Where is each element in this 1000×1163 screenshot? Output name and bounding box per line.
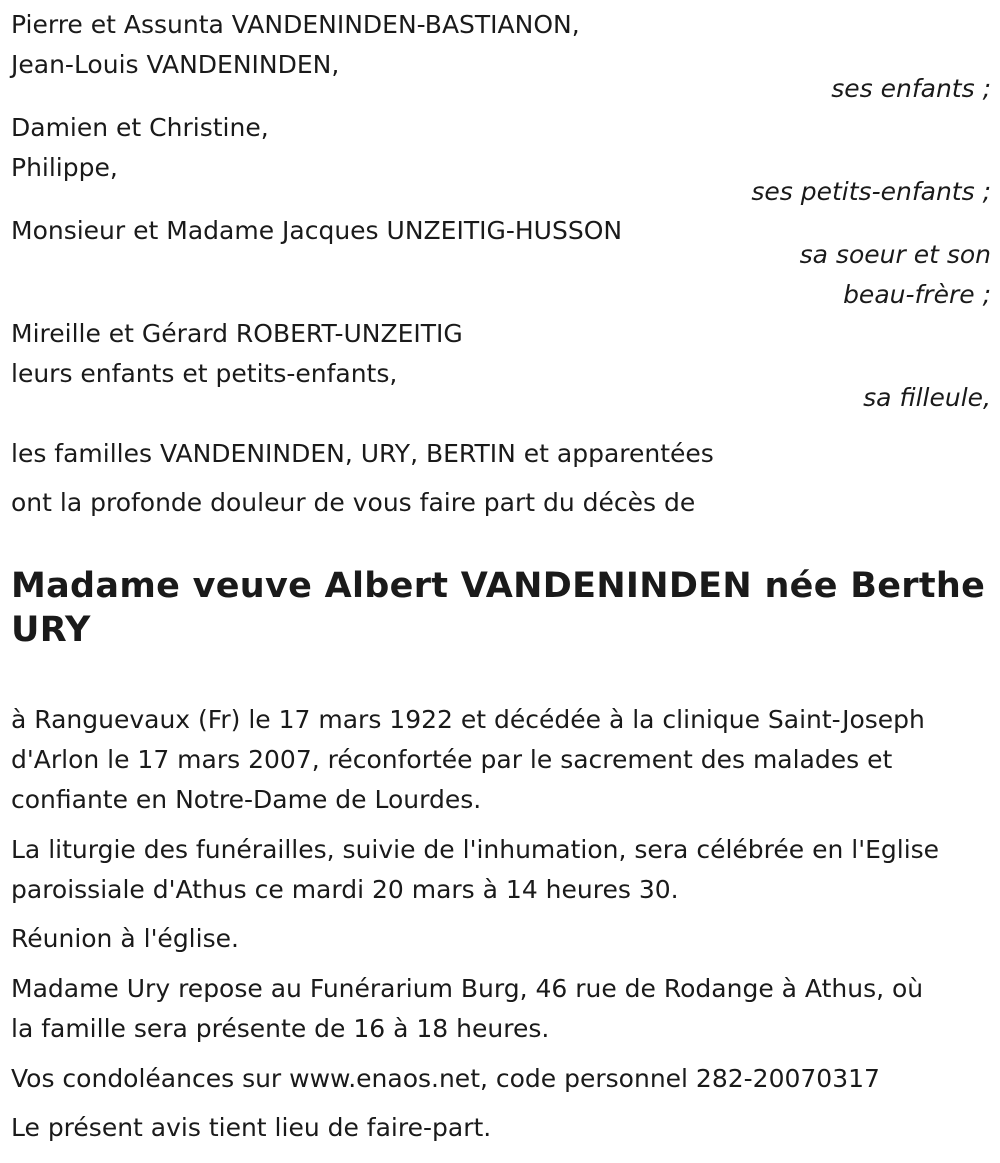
birth-death-paragraph (11, 700, 996, 820)
children-role: ses enfants ; (831, 74, 991, 103)
goddaughter-line-1: Mireille et Gérard ROBERT-UNZEITIG (11, 319, 463, 348)
meeting-line: Réunion à l'église. (11, 924, 239, 953)
condolences-line: Vos condoléances sur www.enaos.net, code personnel 282-20070317 (11, 1064, 880, 1093)
deceased-name (11, 564, 991, 652)
funeral-line-2: paroissiale d'Athus ce mardi 20 mars à 14 heures 30. (11, 875, 679, 904)
funeral-paragraph (11, 830, 996, 910)
birth-death-line-3: confiante en Notre-Dame de Lourdes. (11, 785, 482, 814)
birth-death-line-1: à Ranguevaux (Fr) le 17 mars 1922 et décédée à la clinique Saint-Joseph (11, 705, 925, 734)
grandchildren-role: ses petits-enfants ; (751, 177, 991, 206)
children-line-2: Jean-Louis VANDENINDEN, (11, 50, 340, 79)
sister-role-line-1: sa soeur et son (799, 240, 991, 269)
children-line-1: Pierre et Assunta VANDENINDEN-BASTIANON, (11, 10, 580, 39)
birth-death-line-2: d'Arlon le 17 mars 2007, réconfortée par le sacrement des malades et (11, 745, 893, 774)
grandchildren-line-2: Philippe, (11, 153, 118, 182)
deceased-name-line-1: Madame veuve Albert VANDENINDEN née Berthe (11, 566, 986, 606)
families-line: les familles VANDENINDEN, URY, BERTIN et apparentées (11, 439, 714, 468)
notice-line: Le présent avis tient lieu de faire-part. (11, 1113, 492, 1142)
funeral-line-1: La liturgie des funérailles, suivie de l'inhumation, sera célébrée en l'Eglise (11, 835, 940, 864)
sister-line: Monsieur et Madame Jacques UNZEITIG-HUSSON (11, 216, 623, 245)
sister-role-line-2: beau-frère ; (843, 280, 991, 309)
rest-line-1: Madame Ury repose au Funérarium Burg, 46 rue de Rodange à Athus, où (11, 974, 924, 1003)
deceased-name-line-2: URY (11, 610, 91, 650)
grandchildren-line-1: Damien et Christine, (11, 113, 269, 142)
announcement-line: ont la profonde douleur de vous faire part du décès de (11, 488, 696, 517)
rest-line-2: la famille sera présente de 16 à 18 heures. (11, 1014, 550, 1043)
goddaughter-role: sa filleule, (863, 383, 991, 412)
goddaughter-line-2: leurs enfants et petits-enfants, (11, 359, 398, 388)
rest-paragraph (11, 969, 996, 1049)
